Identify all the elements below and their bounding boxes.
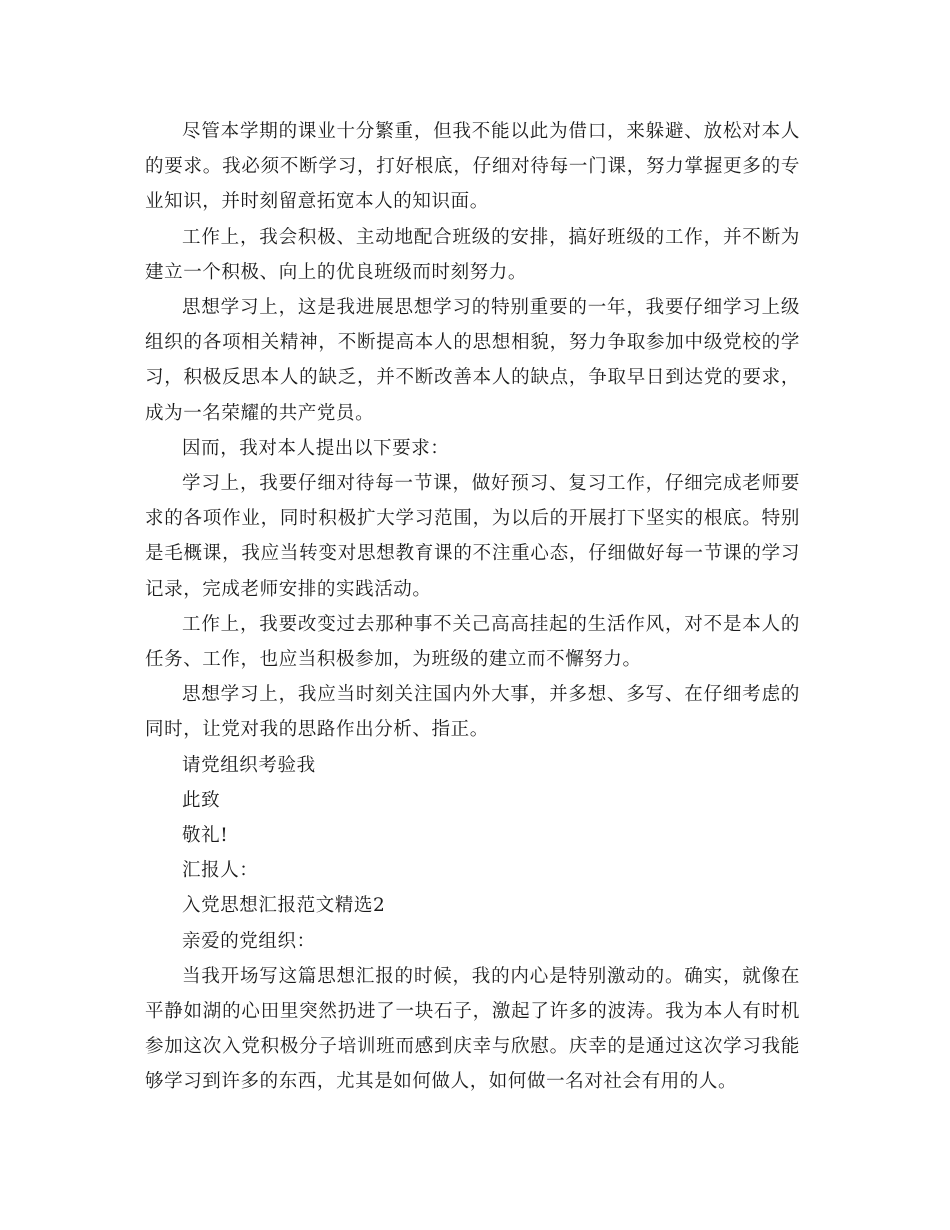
closing-respect: 敬礼!	[182, 825, 229, 847]
paragraph-thought-requirement: 思想学习上，我应当时刻关注国内外大事，并多想、多写、在仔细考虑的同时，让党对我的思路作出分析、指正。	[145, 684, 800, 741]
paragraph-work-requirement: 工作上，我要改变过去那种事不关己高高挂起的生活作风，对不是本人的任务、工作，也应当积极参加，为班级的建立而不懈努力。	[145, 613, 800, 671]
closing-request: 请党组织考验我	[182, 754, 316, 776]
paragraph-study-burden: 尽管本学期的课业十分繁重，但我不能以此为借口，来躲避、放松对本人的要求。我必须不断学习，打好根底，仔细对待每一门课，努力掌握更多的专业知识，并时刻留意拓宽本人的知识面。	[145, 121, 800, 213]
greeting: 亲爱的党组织：	[182, 930, 316, 952]
paragraph-opening: 当我开场写这篇思想汇报的时候，我的内心是特别激动的。确实，就像在平静如湖的心田里突然扔进了一块石子，激起了许多的波涛。我为本人有时机参加这次入党积极分子培训班而感到庆幸与欣慰。庆幸的是通过这次学习我能够学习到许多的东西，尤其是如何做人，如何做一名对社会有用的人。	[145, 965, 800, 1093]
paragraph-study-requirement: 学习上，我要仔细对待每一节课，做好预习、复习工作，仔细完成老师要求的各项作业，同时积极扩大学习范围，为以后的开展打下坚实的根底。特别是毛概课，我应当转变对思想教育课的不注重心态，仔细做好每一节课的学习记录，完成老师安排的实践活动。	[145, 473, 800, 600]
paragraph-thought-study: 思想学习上，这是我进展思想学习的特别重要的一年，我要仔细学习上级组织的各项相关精神，不断提高本人的思想相貌，努力争取参加中级党校的学习，积极反思本人的缺乏，并不断改善本人的缺点，争取早日到达党的要求，成为一名荣耀的共产党员。	[145, 297, 800, 424]
section-title: 入党思想汇报范文精选2	[182, 895, 386, 917]
paragraph-work: 工作上，我会积极、主动地配合班级的安排，搞好班级的工作，并不断为建立一个积极、向上的优良班级而时刻努力。	[145, 226, 800, 283]
paragraph-requirements-intro: 因而，我对本人提出以下要求：	[182, 437, 450, 459]
reporter-label: 汇报人：	[182, 860, 259, 882]
closing-salutation: 此致	[182, 789, 221, 811]
